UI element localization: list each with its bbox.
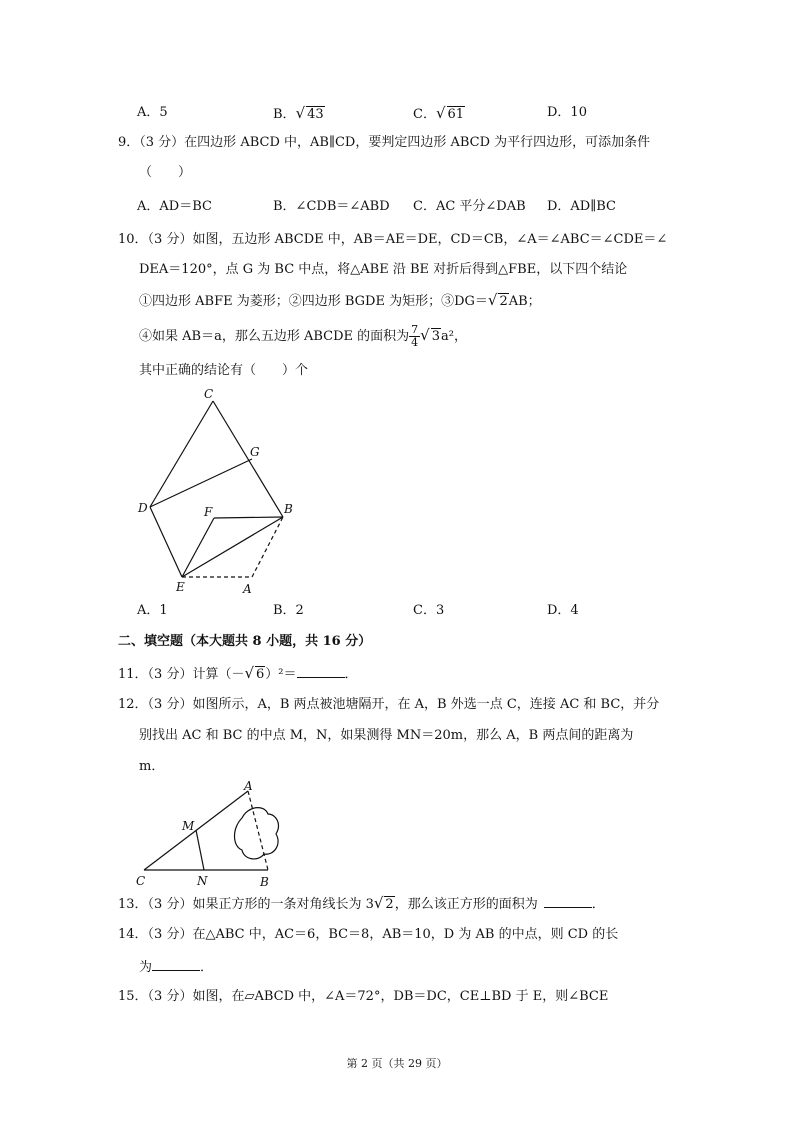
q10-c4-tail: a²， xyxy=(440,329,467,344)
segment-mn xyxy=(196,830,204,870)
page-footer: 第 2 页（共 29 页） xyxy=(346,1057,448,1070)
q10-option-c: C．3 xyxy=(413,603,445,618)
q11-radicand: 6 xyxy=(256,667,265,682)
q10-ask: 其中正确的结论有（ ）个 xyxy=(139,363,309,378)
q15-line1-text: （3 分）如图，在▱ABCD 中，∠A＝72°，DB＝DC，CE⊥BD 于 E，则∠BCE xyxy=(147,989,609,1004)
q9-stem-text: （3 分）在四边形 ABCD 中，AB∥CD，要判定四边形 ABCD 为平行四边形，可添加条件 xyxy=(139,135,651,150)
q13-answer-blank[interactable] xyxy=(544,893,592,908)
q8-option-b-radicand: 43 xyxy=(307,107,324,122)
q11-number: 11． xyxy=(118,667,148,682)
q11-answer-blank[interactable] xyxy=(297,663,345,678)
q8-option-c-radicand: 61 xyxy=(447,107,465,122)
segment-de xyxy=(150,507,182,577)
q10-figure xyxy=(130,385,310,600)
pond-outline xyxy=(235,808,279,859)
section-heading: 二、填空题（本大题共 8 小题，共 16 分） xyxy=(118,634,372,649)
q10-c1-radicand: 2 xyxy=(499,294,508,309)
q13-number: 13． xyxy=(118,897,148,912)
sqrt-icon: √ xyxy=(435,104,446,122)
q10-option-b: B．2 xyxy=(273,603,304,618)
q10-number: 10． xyxy=(118,232,148,247)
sqrt-icon: √ xyxy=(373,894,384,912)
q11 xyxy=(118,663,358,685)
q14-line2-text: 为 xyxy=(139,960,153,975)
q8-option-a: A．5 xyxy=(137,105,168,120)
q9-stem xyxy=(118,133,650,153)
segment-cd xyxy=(150,401,213,507)
q12-line1-text: （3 分）如图所示，A，B 两点被池塘隔开，在 A，B 外选一点 C，连接 AC 和 BC，并分 xyxy=(147,697,660,712)
q12-line1 xyxy=(118,695,659,715)
q9-option-b: B．∠CDB＝∠ABD xyxy=(273,199,390,214)
segment-cb xyxy=(213,401,283,517)
label-a: A xyxy=(244,779,253,793)
q9-option-d: D．AD∥BC xyxy=(547,199,616,214)
q14-number: 14． xyxy=(118,927,148,942)
sqrt-icon: √ xyxy=(487,291,498,309)
q10-option-d: D．4 xyxy=(547,603,579,618)
q8-option-c-label: C． xyxy=(413,107,436,122)
q12-figure xyxy=(130,778,290,890)
label-c: C xyxy=(136,874,146,888)
q10-conclusion-4 xyxy=(139,322,467,350)
q14-end: ． xyxy=(200,960,214,975)
label-n: N xyxy=(197,874,208,888)
q11-pre: （3 分）计算（－ xyxy=(147,667,245,682)
segment-fb xyxy=(214,517,283,518)
q10-line2: DEA＝120°，点 G 为 BC 中点，将△ABE 沿 BE 对折后得到△FBE，以下四个结论 xyxy=(139,262,628,277)
label-m: M xyxy=(182,819,195,833)
label-g: G xyxy=(250,445,260,459)
label-b: B xyxy=(260,875,269,889)
q8-option-c xyxy=(413,103,465,125)
q8-option-b-label: B． xyxy=(273,107,296,122)
q15-number: 15． xyxy=(118,989,148,1004)
q14-line2 xyxy=(139,956,213,978)
sqrt-icon: √ xyxy=(420,326,430,344)
q10-c4-radicand: 3 xyxy=(431,329,440,344)
q14-answer-blank[interactable] xyxy=(152,956,200,971)
q10-c4-fraction xyxy=(409,324,420,349)
q13-end: ． xyxy=(591,897,605,912)
q10-conclusion-1-3 xyxy=(139,290,541,312)
q12-line3: m． xyxy=(139,759,165,774)
q10-line1-text: （3 分）如图，五边形 ABCDE 中，AB＝AE＝DE，CD＝CB，∠A＝∠ABC＝∠CDE＝∠ xyxy=(147,232,668,247)
label-f: F xyxy=(204,505,213,519)
q13 xyxy=(118,893,605,915)
q13-pre: （3 分）如果正方形的一条对角线长为 3 xyxy=(147,897,374,912)
q10-option-a: A．1 xyxy=(137,603,168,618)
q13-post: ，那么该正方形的面积为 xyxy=(394,897,538,912)
q9-number: 9． xyxy=(118,135,140,150)
q8-option-d: D．10 xyxy=(547,105,587,120)
q13-radicand: 2 xyxy=(385,897,394,912)
q11-post: ）²＝ xyxy=(265,667,297,682)
label-e: E xyxy=(176,580,185,594)
q10-c4-text: ④如果 AB＝a，那么五边形 ABCDE 的面积为 xyxy=(139,329,410,344)
q10-line1 xyxy=(118,230,667,250)
label-a: A xyxy=(243,582,252,596)
label-d: D xyxy=(138,501,148,515)
fraction-denominator: 4 xyxy=(411,336,419,349)
segment-dg xyxy=(150,459,252,507)
q9-paren: （ ） xyxy=(139,165,192,180)
segment-eb xyxy=(182,517,283,577)
q10-c1-text: ①四边形 ABFE 为菱形；②四边形 BGDE 为矩形；③DG＝ xyxy=(139,294,488,309)
q8-option-b xyxy=(273,103,325,125)
q9-option-c: C．AC 平分∠DAB xyxy=(413,199,526,214)
q15-line1 xyxy=(118,987,608,1007)
q14-line1 xyxy=(118,925,618,945)
label-b: B xyxy=(284,502,293,516)
sqrt-icon: √ xyxy=(244,664,255,682)
fraction-numerator: 7 xyxy=(411,323,419,336)
q14-line1-text: （3 分）在△ABC 中，AC＝6，BC＝8，AB＝10，D 为 AB 的中点，则 CD 的长 xyxy=(147,927,619,942)
q11-end: ． xyxy=(344,667,358,682)
q12-number: 12． xyxy=(118,697,148,712)
q10-c1-tail: AB； xyxy=(508,294,541,309)
sqrt-icon: √ xyxy=(295,104,306,122)
q12-line2: 别找出 AC 和 BC 的中点 M，N，如果测得 MN＝20m，那么 A，B 两点间的距离为 xyxy=(139,728,634,743)
q9-option-a: A．AD＝BC xyxy=(137,199,212,214)
label-c: C xyxy=(204,387,214,401)
